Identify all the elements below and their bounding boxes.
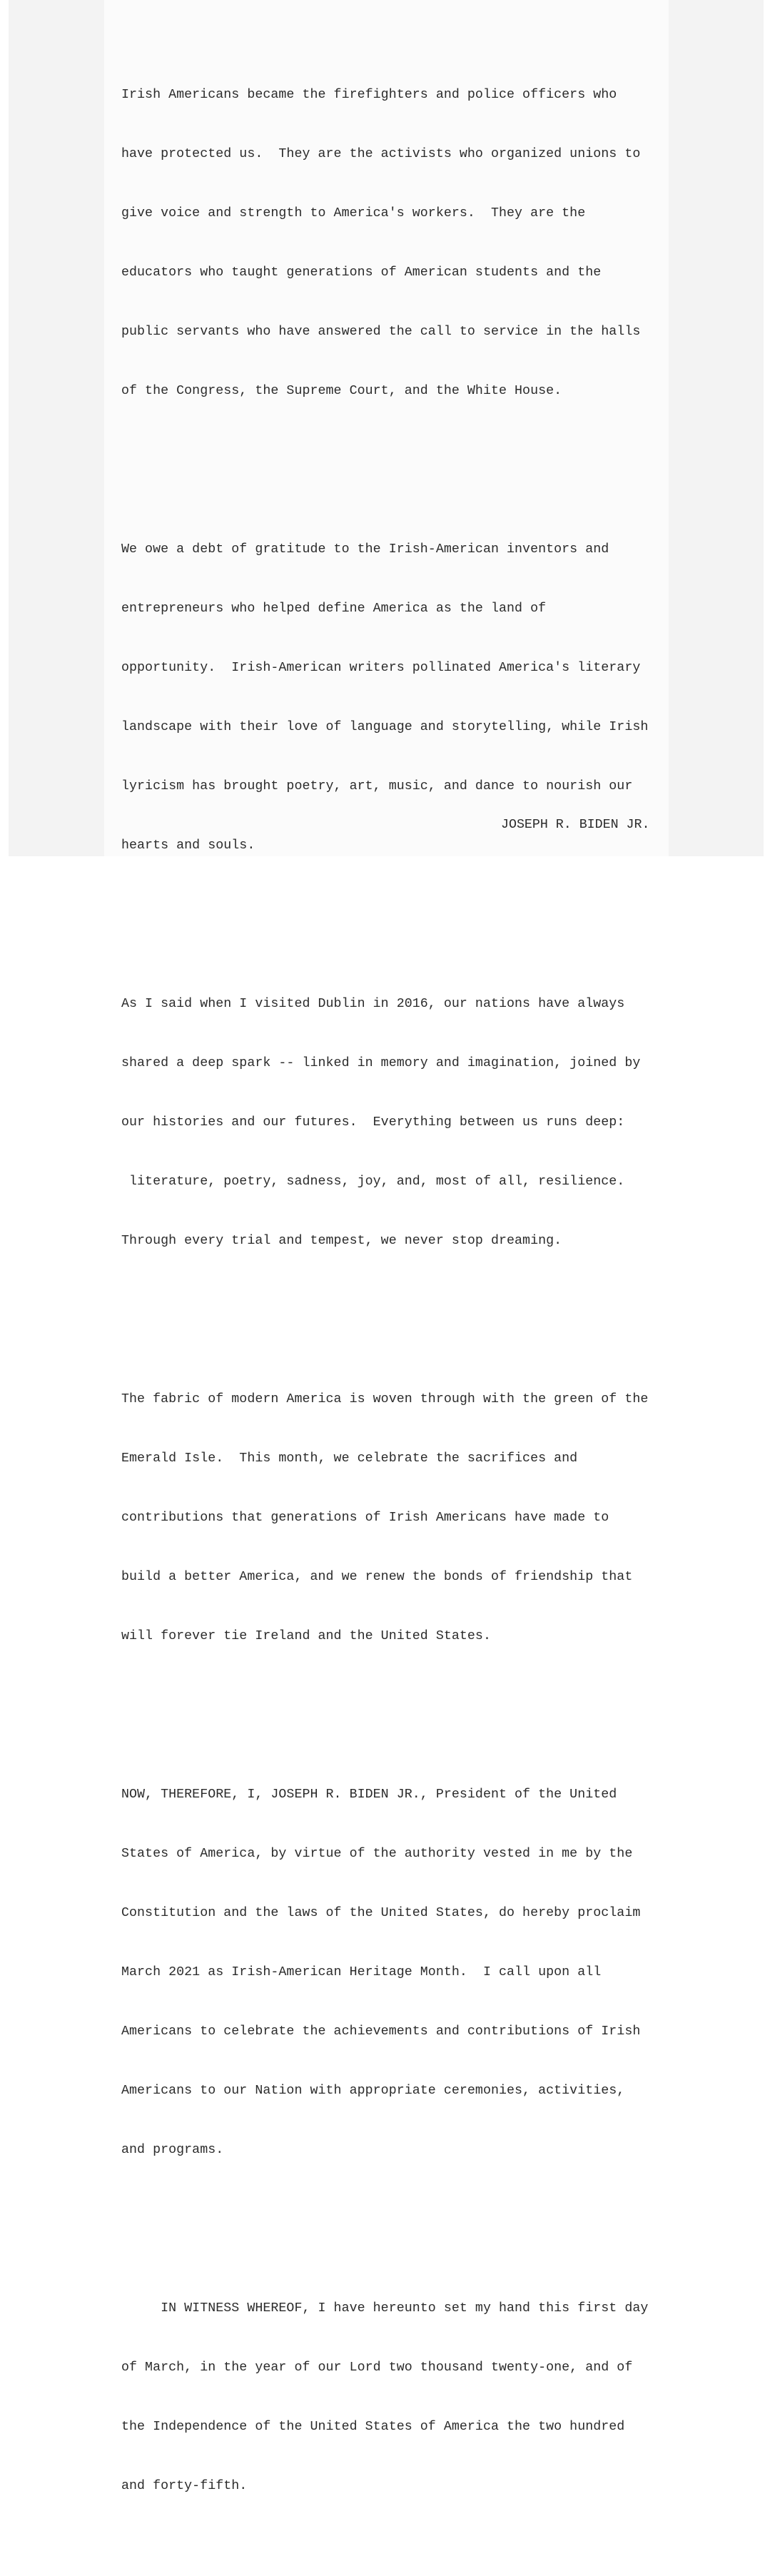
- text-line: Emerald Isle. This month, we celebrate the sacrifices and: [121, 1451, 578, 1466]
- paragraph-fabric: [121, 1351, 664, 1687]
- text-line: lyricism has brought poetry, art, music, and dance to nourish our: [121, 779, 633, 794]
- text-line: Irish Americans became the firefighters and police officers who: [121, 87, 617, 102]
- text-line: and programs.: [121, 2143, 224, 2158]
- text-line: of March, in the year of our Lord two thousand twenty-one, and of: [121, 2361, 633, 2375]
- text-line: As I said when I visited Dublin in 2016, our nations have always: [121, 996, 625, 1011]
- text-line: hearts and souls.: [121, 838, 255, 853]
- text-line: Through every trial and tempest, we never stop dreaming.: [121, 1234, 562, 1249]
- paragraph-dublin: [121, 955, 664, 1292]
- text-line: Americans to celebrate the achievements and contributions of Irish: [121, 2024, 641, 2039]
- text-line: give voice and strength to America's workers. They are the: [121, 206, 586, 220]
- text-line: our histories and our futures. Everything between us runs deep:: [121, 1115, 625, 1130]
- text-line: build a better America, and we renew the bonds of friendship that: [121, 1570, 633, 1585]
- text-line: educators who taught generations of American students and the: [121, 265, 602, 280]
- text-line: the Independence of the United States of America the two hundred: [121, 2420, 625, 2435]
- text-line: March 2021 as Irish-American Heritage Month. I call upon all: [121, 1965, 602, 1980]
- text-line: will forever tie Ireland and the United States.: [121, 1629, 491, 1644]
- proclamation-body: [121, 6, 664, 2576]
- text-line: NOW, THEREFORE, I, JOSEPH R. BIDEN JR., President of the United: [121, 1787, 617, 1802]
- paragraph-proclamation: [121, 1745, 664, 2200]
- text-line: IN WITNESS WHEREOF, I have hereunto set my hand this first day: [121, 2301, 649, 2316]
- text-line: Americans to our Nation with appropriate ceremonies, activities,: [121, 2084, 625, 2099]
- text-line: contributions that generations of Irish Americans have made to: [121, 1511, 609, 1526]
- text-line: literature, poetry, sadness, joy, and, most of all, resilience.: [121, 1175, 625, 1190]
- text-line: The fabric of modern America is woven through with the green of the: [121, 1391, 649, 1406]
- signature-block: JOSEPH R. BIDEN JR.: [501, 818, 650, 832]
- text-line: shared a deep spark -- linked in memory and imagination, joined by: [121, 1056, 641, 1071]
- text-line: of the Congress, the Supreme Court, and the White House.: [121, 384, 562, 399]
- text-line: landscape with their love of language and storytelling, while Irish: [121, 720, 649, 735]
- text-line: States of America, by virtue of the authority vested in me by the: [121, 1846, 633, 1861]
- text-line: Constitution and the laws of the United States, do hereby proclaim: [121, 1906, 641, 1921]
- paragraph-gratitude: [121, 500, 664, 896]
- text-line: entrepreneurs who helped define America as the land of: [121, 601, 547, 616]
- paragraph-firefighters: [121, 46, 664, 441]
- text-line: public servants who have answered the call to service in the halls: [121, 325, 641, 340]
- text-line: have protected us. They are the activists who organized unions to: [121, 146, 641, 161]
- paragraph-witness: [121, 2260, 664, 2537]
- text-line: opportunity. Irish-American writers pollinated America's literary: [121, 661, 641, 676]
- text-line: and forty-fifth.: [121, 2479, 248, 2494]
- text-line: We owe a debt of gratitude to the Irish-American inventors and: [121, 542, 609, 557]
